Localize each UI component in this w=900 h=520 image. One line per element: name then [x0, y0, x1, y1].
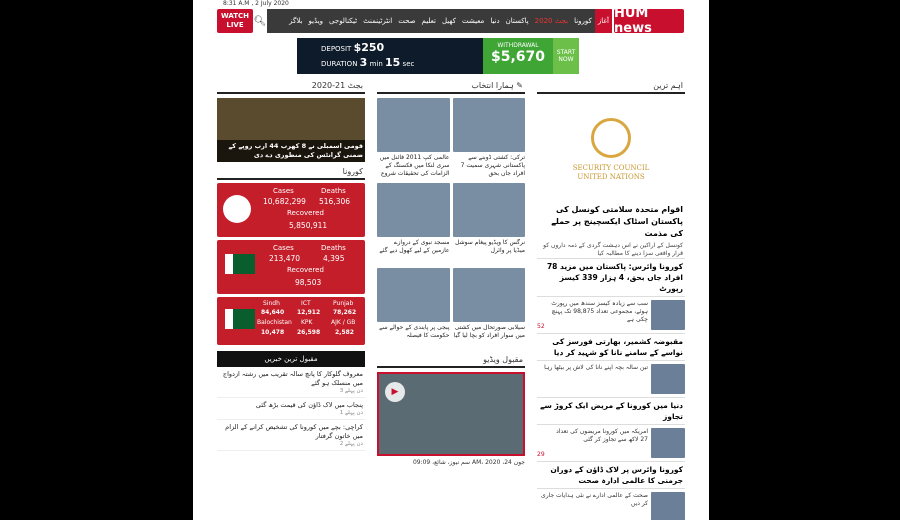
- popular-item[interactable]: [217, 367, 365, 398]
- nav-item-11[interactable]: ویڈیو: [308, 17, 324, 25]
- header: [217, 8, 684, 34]
- list-item[interactable]: [537, 360, 685, 397]
- world-recovered: 5,850,911: [289, 221, 328, 230]
- nav-item-3[interactable]: پاکستان: [505, 17, 529, 25]
- ad-duration-min: 3: [359, 56, 368, 69]
- un-emblem-icon: [591, 118, 631, 158]
- story-headline[interactable]: کورونا وائرس پر لاک ڈاؤن کے دوران جرمنی کا عالمی ادارہ صحت: [537, 461, 685, 488]
- un-security-council-image[interactable]: [537, 98, 685, 202]
- ad-min: min: [369, 60, 383, 68]
- nav-item-5[interactable]: معیشت: [461, 17, 485, 25]
- story-text: صحت کے عالمی ادارے نے نئی ہدایات جاری کر دیں: [541, 492, 648, 507]
- pick-image[interactable]: [377, 183, 450, 237]
- pakistan-flag-icon-2: [225, 309, 255, 329]
- story-headline[interactable]: کورونا وائرس: پاکستان میں مزید 78 افراد جاں بحق، 4 ہزار 339 کیسز رپورٹ: [537, 258, 685, 296]
- comment-count: 52: [537, 323, 545, 330]
- ict-label: ICT: [301, 300, 311, 307]
- pick-caption[interactable]: مسجد نبوی کے دروازے عازمین کے لیے کھول دیے گئے: [379, 239, 450, 254]
- ad-deposit-value: $250: [353, 41, 385, 54]
- watch-live-button[interactable]: WATCH LIVE: [217, 9, 253, 33]
- pk-deaths-label: Deaths: [321, 244, 346, 252]
- pakistan-flag-icon: [225, 254, 255, 274]
- list-item[interactable]: [537, 296, 685, 333]
- pick-image[interactable]: [453, 268, 526, 322]
- un-line2: UNITED NATIONS: [577, 173, 645, 181]
- nav-item-12[interactable]: بلاگز: [289, 17, 303, 25]
- pick-item[interactable]: [377, 98, 450, 180]
- story-headline[interactable]: دنیا میں کورونا کے مریض ایک کروڑ سے تجاوز: [537, 397, 685, 424]
- most-popular-list: [217, 367, 365, 451]
- world-recovered-label: Recovered: [287, 209, 324, 217]
- province-corona-stats[interactable]: [217, 297, 365, 345]
- ad-duration-sec: 15: [385, 56, 401, 69]
- popular-date: 3 دن پہلے: [339, 388, 363, 394]
- story-thumbnail[interactable]: [651, 428, 685, 458]
- world-cases: 10,682,299: [263, 197, 306, 206]
- pick-image[interactable]: [453, 183, 526, 237]
- story-thumbnail[interactable]: [651, 364, 685, 394]
- pick-item[interactable]: [453, 98, 526, 180]
- section-title-budget: بجٹ 21-2020: [217, 80, 365, 94]
- punjab-value: 78,262: [333, 309, 357, 316]
- ad-withdrawal-label: WITHDRAWAL: [497, 42, 539, 49]
- section-title-pick-label: ہمارا انتخاب: [471, 81, 514, 90]
- kpk-label: KPK: [301, 319, 313, 326]
- nav-item-1[interactable]: کورونا: [574, 17, 592, 25]
- comment-count: 29: [537, 451, 545, 458]
- ajk-value: 2,582: [335, 329, 354, 336]
- nav-item-4[interactable]: دنیا: [490, 17, 500, 25]
- pk-recovered: 98,503: [295, 278, 322, 287]
- popular-item[interactable]: [217, 398, 365, 420]
- world-deaths-label: Deaths: [321, 187, 346, 195]
- ad-withdrawal-value: $5,670: [490, 49, 546, 65]
- ad-start-now-button[interactable]: START NOW: [553, 38, 579, 74]
- world-cases-label: Cases: [273, 187, 294, 195]
- pick-grid: [377, 98, 525, 350]
- ad-duration-label: DURATION: [321, 60, 358, 68]
- pakistan-corona-stats[interactable]: [217, 240, 365, 294]
- pick-caption[interactable]: سیلابی صورتحال میں کشتی میں سوار افراد کو بچا لیا گیا: [453, 324, 525, 339]
- pick-item[interactable]: [453, 183, 526, 265]
- pick-item[interactable]: [453, 268, 526, 350]
- story-headline[interactable]: مقبوضہ کشمیر، بھارتی فورسز کی نواسے کے سامنے نانا کو شہید کر دیا: [537, 333, 685, 360]
- popular-video-thumbnail[interactable]: [377, 372, 525, 456]
- section-title-corona: کورونا: [217, 166, 365, 180]
- nav-item-6[interactable]: کھیل: [441, 17, 456, 25]
- ad-deposit-label: DEPOSIT: [321, 45, 352, 53]
- balochistan-value: 10,478: [261, 329, 285, 336]
- story-text: سب سے زیادہ کیسز سندھ میں رپورٹ ہوئے، مجموعی تعداد 98,875 تک پہنچ چکی ہے: [551, 300, 648, 323]
- pk-recovered-label: Recovered: [287, 266, 324, 274]
- nav-item-2[interactable]: بجٹ 2020: [534, 17, 569, 25]
- main-nav: [267, 9, 612, 33]
- nav-item-7[interactable]: تعلیم: [421, 17, 436, 25]
- pick-caption[interactable]: ترکی: کشتی ڈوبنے سے پاکستانی شہری سمیت 7 افراد جاں بحق: [460, 154, 525, 177]
- hum-news-logo[interactable]: HUM news: [614, 9, 684, 33]
- popular-item[interactable]: [217, 420, 365, 451]
- ad-banner[interactable]: [297, 38, 579, 74]
- section-title-video: مقبول ویڈیو: [377, 354, 525, 368]
- kpk-value: 26,598: [297, 329, 321, 336]
- pick-image[interactable]: [453, 98, 526, 152]
- story-thumbnail[interactable]: [651, 300, 685, 330]
- ad-deposit: [297, 41, 414, 71]
- popular-title[interactable]: پنجاب میں لاک ڈاؤن کی قیمت بڑھ گئی: [255, 401, 363, 409]
- pick-image[interactable]: [377, 268, 450, 322]
- list-item[interactable]: [537, 424, 685, 461]
- ajk-label: AJK / GB: [331, 319, 356, 326]
- list-item[interactable]: [537, 488, 685, 520]
- pk-cases: 213,470: [269, 254, 301, 263]
- section-title-top: اہم ترین: [537, 80, 685, 94]
- pick-caption[interactable]: عالمی کپ 2011 فائنل میں سری لنکا میں فکسنگ کے الزامات کی تحقیقات شروع: [379, 154, 450, 177]
- nav-item-0[interactable]: آغاز: [595, 9, 612, 33]
- video-caption: سم نیوز، شائع، 09:09 AM، جون 24، 2020: [412, 459, 525, 466]
- world-corona-stats[interactable]: [217, 183, 365, 237]
- search-icon[interactable]: 🔍︎: [253, 15, 267, 27]
- play-icon[interactable]: ▶: [385, 382, 405, 402]
- edit-icon: ✎: [516, 81, 523, 90]
- lead-summary: کونسل کے اراکین نے اس دہشت گردی کے ذمہ داروں کو قرار واقعی سزا دینے کا مطالبہ کیا: [543, 242, 683, 257]
- pick-item[interactable]: [377, 268, 450, 350]
- popular-date: 2 دن پہلے: [339, 441, 363, 447]
- budget-image[interactable]: [217, 98, 365, 162]
- editors-pick-column: [377, 80, 525, 466]
- pick-caption[interactable]: نرگس کا ویڈیو پیغام سوشل میڈیا پر وائرل: [455, 239, 525, 254]
- pk-cases-label: Cases: [273, 244, 294, 252]
- story-text: امریکہ میں کورونا مریضوں کی تعداد 27 لاکھ سے تجاوز کر گئی: [556, 428, 648, 443]
- budget-caption[interactable]: قومی اسمبلی نے 8 کھرب 44 ارب روپے کے ضمنی گرانٹس کی منظوری دے دی: [217, 140, 365, 162]
- sindh-label: Sindh: [263, 300, 280, 307]
- un-line1: SECURITY COUNCIL: [572, 164, 650, 172]
- punjab-label: Punjab: [333, 300, 354, 307]
- popular-date: 1 دن پہلے: [339, 410, 363, 416]
- globe-icon: [223, 195, 251, 223]
- popular-title[interactable]: کراچی: بچے میں کورونا کی تشخیص کرانے کے الزام میں خاتون گرفتار: [225, 423, 363, 440]
- nav-item-9[interactable]: انٹرٹینمنٹ: [363, 17, 393, 25]
- pick-caption[interactable]: پبجی پر پابندی کے حوالے سے حکومت کا فیصلہ: [379, 324, 450, 339]
- story-text: تین سالہ بچہ اپنے نانا کی لاش پر بیٹھا رہا: [544, 364, 648, 371]
- ad-sec: sec: [402, 60, 415, 68]
- top-stories-column: [537, 80, 685, 520]
- popular-title[interactable]: معروف گلوکار کا پانچ سالہ تقریب میں رشتہ ازدواج میں منسلک ہو گئے: [222, 370, 363, 387]
- sindh-value: 84,640: [261, 309, 285, 316]
- top-stories-list: [537, 258, 685, 520]
- most-popular-title: مقبول ترین خبریں: [217, 351, 365, 367]
- nav-item-10[interactable]: ٹیکنالوجی: [329, 17, 358, 25]
- nav-item-8[interactable]: صحت: [398, 17, 416, 25]
- topbar-date: 8:31 A.M , 2 July 2020: [223, 0, 289, 7]
- budget-column: [217, 80, 365, 451]
- pick-image[interactable]: [377, 98, 450, 152]
- pk-deaths: 4,395: [323, 254, 345, 263]
- story-thumbnail[interactable]: [651, 492, 685, 520]
- section-title-pick: [377, 80, 525, 94]
- ad-withdrawal: [483, 38, 553, 74]
- ict-value: 12,912: [297, 309, 321, 316]
- page: [193, 0, 709, 520]
- world-deaths: 516,306: [319, 197, 351, 206]
- lead-headline[interactable]: اقوام متحدہ سلامتی کونسل کی پاکستان اسٹاک ایکسچینج پر حملے کی مذمت: [551, 205, 683, 238]
- pick-item[interactable]: [377, 183, 450, 265]
- balochistan-label: Balochistan: [257, 319, 292, 326]
